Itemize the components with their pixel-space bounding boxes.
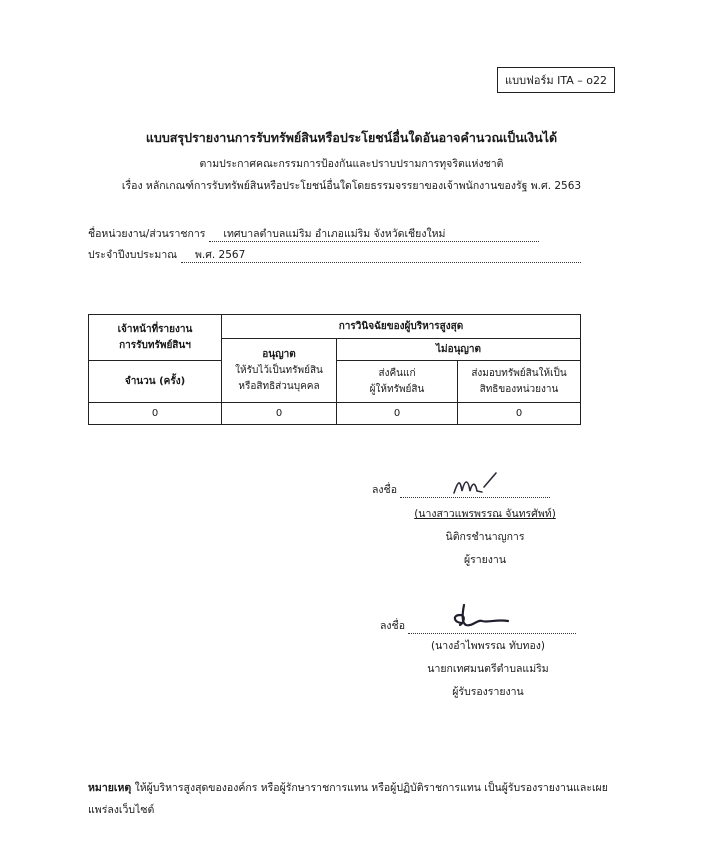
reporter-signature-line xyxy=(372,481,550,498)
document-subject: เรื่อง หลักเกณฑ์การรับทรัพย์สินหรือประโยชน์อื่นใดโดยธรรมจรรยาของเจ้าพนักงานของรัฐ พ.ศ. 2563 xyxy=(121,180,582,192)
summary-table xyxy=(88,314,581,425)
certifier-signature-line xyxy=(380,617,576,634)
agency-value: เทศบาลตำบลแม่ริม อำเภอแม่ริม จังหวัดเชียงใหม่ xyxy=(209,227,539,242)
reporter-name: (นางสาวแพรพรรณ จันทรศัพท์) xyxy=(414,508,556,520)
certifier-signature xyxy=(446,601,516,633)
certifier-info xyxy=(388,637,588,700)
document-title: แบบสรุปรายงานการรับทรัพย์สินหรือประโยชน์อื่นใดอันอาจคำนวณเป็นเงินได้ xyxy=(145,130,558,145)
certifier-sign-label: ลงชื่อ xyxy=(380,620,405,632)
budget-year-field xyxy=(88,246,581,263)
footnote xyxy=(88,777,608,821)
transfer-header: ส่งมอบทรัพย์สินให้เป็น สิทธิของหน่วยงาน xyxy=(458,361,581,403)
return-header: ส่งคืนแก่ ผู้ให้ทรัพย์สิน xyxy=(337,361,458,403)
table-cell-count: 0 xyxy=(89,403,222,425)
certifier-role: ผู้รับรองรายงาน xyxy=(452,686,524,698)
form-code-box: แบบฟอร์ม ITA – o22 xyxy=(497,67,615,93)
footnote-text: ให้ผู้บริหารสูงสุดขององค์กร หรือผู้รักษาราชการแทน หรือผู้ปฏิบัติราชการแทน เป็นผู้รับรองรายงานและเผยแพร่ลงเว็บไซต์ xyxy=(88,782,608,816)
document-subtitle: ตามประกาศคณะกรรมการป้องกันและปราบปรามการทุจริตแห่งชาติ xyxy=(199,158,504,170)
reporter-position: นิติกรชำนาญการ xyxy=(445,531,525,543)
agency-field xyxy=(88,225,539,242)
reporter-info xyxy=(385,505,585,568)
budget-year-label: ประจำปีงบประมาณ xyxy=(88,249,177,261)
not-approve-header: ไม่อนุญาต xyxy=(337,339,581,361)
table-cell-transfer: 0 xyxy=(458,403,581,425)
approve-header: อนุญาต ให้รับไว้เป็นทรัพย์สิน หรือสิทธิส่วนบุคคล xyxy=(222,339,337,403)
certifier-name: (นางอำไพพรรณ ทับทอง) xyxy=(430,640,546,652)
decision-header: การวินิจฉัยของผู้บริหารสูงสุด xyxy=(222,315,581,339)
reporter-count-header: เจ้าหน้าที่รายงาน การรับทรัพย์สินฯ xyxy=(89,315,222,361)
reporter-role: ผู้รายงาน xyxy=(463,554,507,566)
budget-year-value: พ.ศ. 2567 xyxy=(181,248,581,263)
footnote-label: หมายเหตุ xyxy=(88,782,132,794)
reporter-count-subheader: จำนวน (ครั้ง) xyxy=(89,361,222,403)
reporter-sign-label: ลงชื่อ xyxy=(372,484,397,496)
table-cell-approve: 0 xyxy=(222,403,337,425)
agency-label: ชื่อหน่วยงาน/ส่วนราชการ xyxy=(88,228,206,240)
certifier-position: นายกเทศมนตรีตำบลแม่ริม xyxy=(427,663,549,675)
table-cell-return: 0 xyxy=(337,403,458,425)
reporter-signature xyxy=(448,469,508,499)
